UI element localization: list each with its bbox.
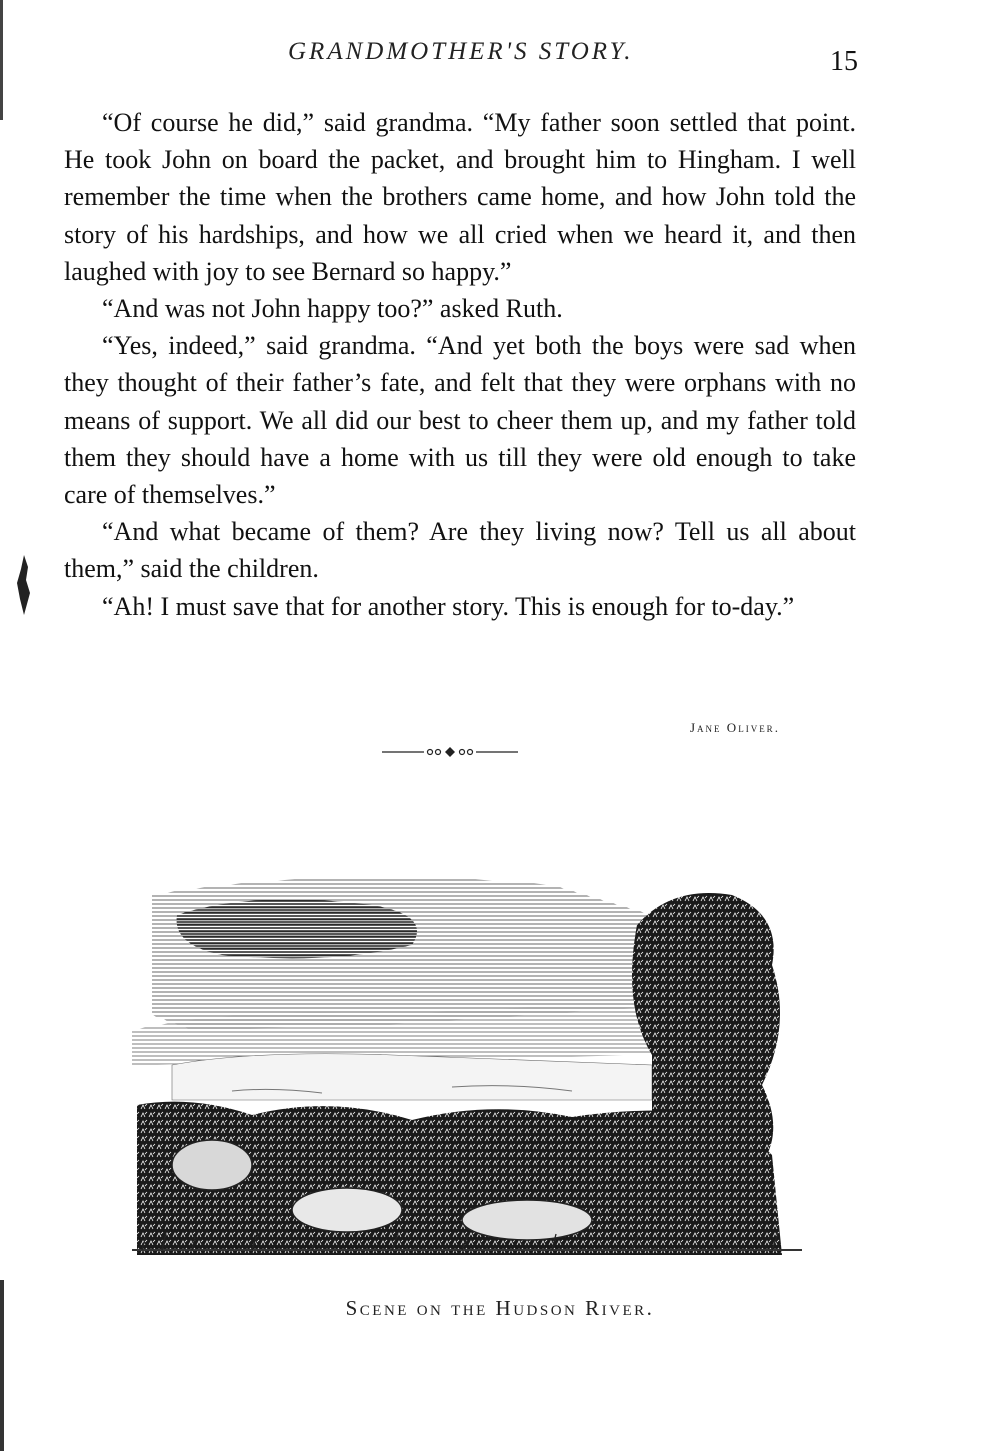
paragraph: “Ah! I must save that for another story. This is enough for to-day.”: [102, 591, 795, 621]
paragraph: “And what became of them? Are they living now? Tell us all about them,” said the children.: [64, 517, 856, 584]
paragraph: “And was not John happy too?” asked Ruth.: [102, 294, 563, 324]
section-ornament: [382, 745, 518, 759]
margin-blot: [14, 555, 34, 620]
author-signature: Jane Oliver.: [690, 720, 780, 735]
page-edge-shadow: [0, 0, 6, 1451]
illustration-caption: Scene on the Hudson River.: [345, 1296, 655, 1320]
river-scene-illustration: [132, 855, 802, 1265]
paragraph: “Yes, indeed,” said grandma. “And yet both the boys were sad when they thought of their father’s fate, and felt that they were orphans with no means of support. We all did our best to cheer them up, and my father told them they should have a home with us till they were old enough to take care of themselves.”: [64, 331, 856, 510]
paragraph: “Of course he did,” said grandma. “My father soon settled that point. He took John on board the packet, and brought him to Hingham. I well remember the time when the brothers came home, and how John told the story of his hardships, and how we all cried when we heard it, and then laughed with joy to see Bernard so happy.”: [64, 108, 856, 286]
page-number: 15: [830, 46, 858, 77]
story-text: [64, 104, 856, 625]
running-title: GRANDMOTHER'S STORY.: [288, 38, 634, 65]
